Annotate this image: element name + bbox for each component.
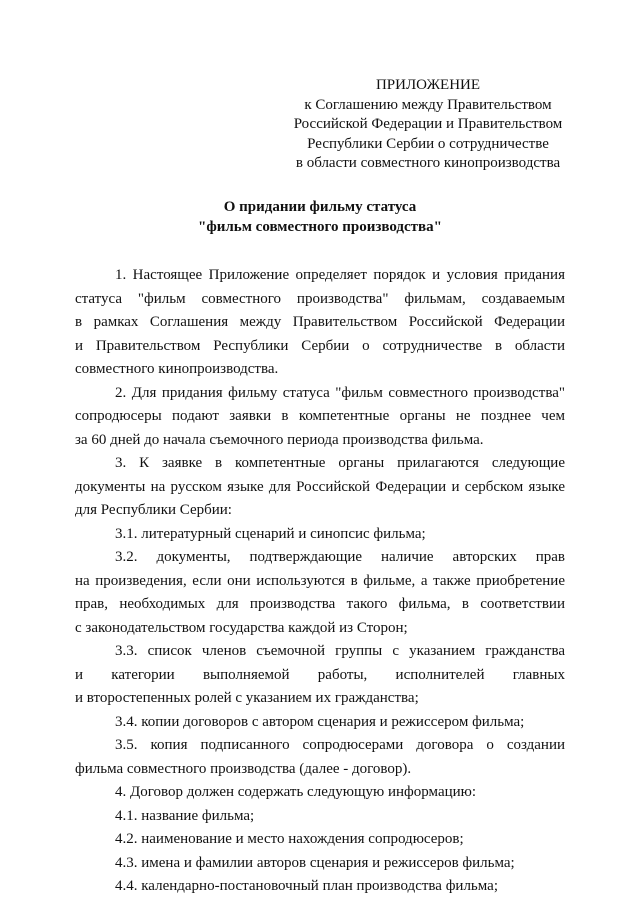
paragraph xyxy=(75,640,565,711)
paragraph-line: и второстепенных ролей с указанием их гражданства; xyxy=(75,690,419,706)
paragraph xyxy=(75,546,565,640)
title-line: "фильм совместного производства" xyxy=(198,218,442,235)
paragraph-line: 4. Договор должен содержать следующую информацию: xyxy=(115,784,477,800)
title-line: О придании фильму статуса xyxy=(223,199,417,215)
paragraph-line: 2. Для придания фильму статуса "фильм совместного производства" xyxy=(115,384,565,401)
paragraph-line: 1. Настоящее Приложение определяет порядок и условия придания xyxy=(115,267,565,283)
document-body xyxy=(75,264,565,899)
paragraph-line: для Республики Сербии: xyxy=(75,502,232,518)
paragraph-line: 4.1. название фильма; xyxy=(115,807,255,824)
paragraph-line: 4.3. имена и фамилии авторов сценария и режиссеров фильма; xyxy=(115,854,515,871)
paragraph-line: 3.3. список членов съемочной группы с указанием гражданства xyxy=(115,643,565,659)
paragraph-line: сопродюсеры подают заявки в компетентные органы не позднее чем xyxy=(75,408,565,424)
paragraph-line: и Правительством Республики Сербии о сотрудничестве в области xyxy=(75,337,565,354)
paragraph-line: в рамках Соглашения между Правительством Российской Федерации xyxy=(75,314,565,330)
paragraph xyxy=(75,382,565,453)
paragraph xyxy=(75,734,565,781)
paragraph xyxy=(75,852,565,876)
paragraph xyxy=(75,781,565,805)
paragraph-line: документы на русском языке для Российской Федерации и сербском языке xyxy=(75,478,565,495)
appendix-line: в области совместного кинопроизводства xyxy=(295,155,561,171)
appendix-line: к Соглашению между Правительством xyxy=(304,96,552,113)
paragraph xyxy=(75,264,565,382)
paragraph-line: прав, необходимых для производства такого фильма, в соответствии xyxy=(75,596,565,612)
paragraph-line: 3.1. литературный сценарий и синопсис фильма; xyxy=(115,525,426,542)
paragraph-line: 4.2. наименование и место нахождения сопродюсеров; xyxy=(115,831,464,847)
paragraph xyxy=(75,828,565,852)
appendix-line: Республики Сербии о сотрудничестве xyxy=(307,135,549,152)
paragraph xyxy=(75,711,565,735)
paragraph-line: 3. К заявке в компетентные органы прилагаются следующие xyxy=(115,455,565,471)
paragraph-line: 4.4. календарно-постановочный план производства фильма; xyxy=(115,878,498,894)
paragraph xyxy=(75,875,565,899)
paragraph xyxy=(75,452,565,523)
paragraph-line: статуса "фильм совместного производства" фильмам, создаваемым xyxy=(75,290,565,307)
paragraph xyxy=(75,805,565,829)
paragraph-line: 3.5. копия подписанного сопродюсерами договора о создании xyxy=(115,737,565,753)
appendix-line: Российской Федерации и Правительством xyxy=(293,116,563,132)
paragraph-line: и категории выполняемой работы, исполнителей главных xyxy=(75,666,565,683)
paragraph-line: за 60 дней до начала съемочного периода производства фильма. xyxy=(75,431,484,448)
paragraph-line: 3.2. документы, подтверждающие наличие авторских прав xyxy=(115,549,565,565)
appendix-header xyxy=(292,76,564,174)
document-title xyxy=(75,198,565,237)
paragraph xyxy=(75,523,565,547)
paragraph-line: с законодательством государства каждой из Сторон; xyxy=(75,619,408,636)
paragraph-line: 3.4. копии договоров с автором сценария и режиссером фильма; xyxy=(115,713,525,730)
paragraph-line: на произведения, если они используются в фильме, а также приобретение xyxy=(75,572,565,589)
paragraph-line: фильма совместного производства (далее - договор). xyxy=(75,760,412,777)
appendix-heading: ПРИЛОЖЕНИЕ xyxy=(375,77,481,93)
paragraph-line: совместного кинопроизводства. xyxy=(75,361,279,377)
